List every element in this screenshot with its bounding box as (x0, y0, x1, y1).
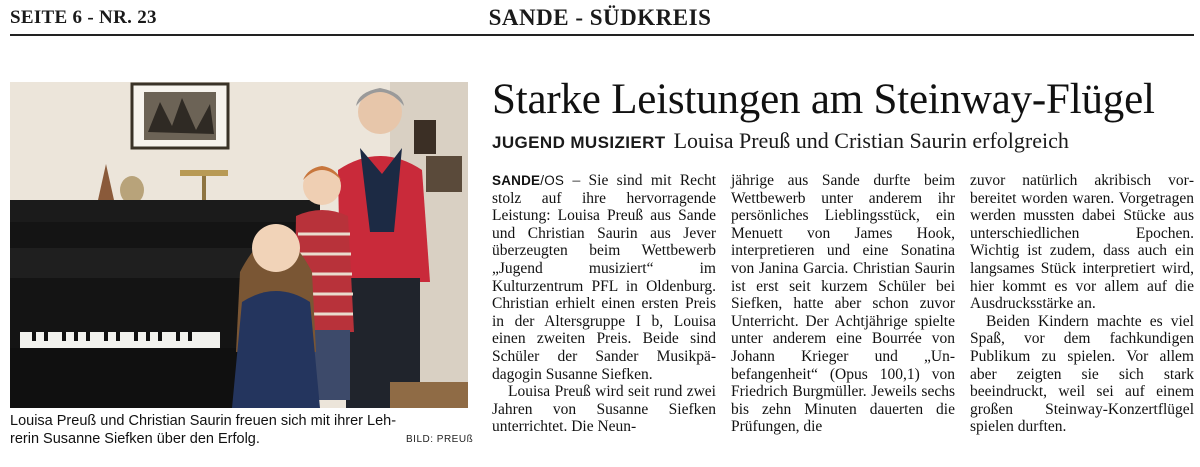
article-kicker: JUGEND MUSIZIERT (492, 133, 666, 152)
header-rule (10, 34, 1194, 36)
photo-caption (10, 412, 472, 448)
paragraph: jährige aus Sande durfte beim Wettbewerb unter anderem ihr persönliches Lieblingsstück, ein Menuett von James Hook, interpretieren und eine Sonatina von Janina Garcia. Christian Saurin ist erst seit kurzem Schüler bei Siefken, hatte aber schon zuvor Unterricht. Der Achtjährige spielte unter anderem eine Bourrée von Johann Krieger und „Unbefangenheit“ (Opus 100,1) von Friedrich Burgmüller. Jeweils sechs bis zehn Minuten dauerten die Prüfungen, die (731, 172, 955, 436)
dateline-agency: /OS (540, 173, 565, 188)
page-header (0, 0, 1200, 36)
dateline (492, 173, 564, 188)
photo-illustration (10, 82, 468, 408)
article-photo (10, 82, 468, 408)
dateline-place: SANDE (492, 173, 541, 188)
article-column-2 (731, 172, 955, 436)
article-column-3 (970, 172, 1194, 436)
kicker-line (492, 128, 1196, 154)
section-title: SANDE - SÜDKREIS (488, 5, 712, 30)
paragraph: zuvor natürlich akribisch vorbereitet worden waren. Vorgetragen werden mussten dabei Stücke aus unterschiedlichen Epochen. Wichtig ist zudem, dass auch ein langsames Stück interpretiert wird, hier kommt es vor allem auf die Ausdrucksstärke an. (970, 172, 1194, 313)
article-subhead: Louisa Preuß und Cristian Saurin erfolgreich (673, 128, 1069, 153)
caption-line-2: rerin Susanne Siefken über den Erfolg. (10, 431, 260, 447)
article-headline: Starke Leistungen am Steinway-Flügel (492, 76, 1155, 123)
article-column-1 (492, 172, 716, 436)
paragraph: Louisa Preuß wird seit rund zwei Jahren von Susanne Siefken unterrichtet. Die Neun- (492, 383, 716, 436)
paragraph-text: – Sie sind mit Recht stolz auf ihre hervorragende Leistung: Louisa Preuß aus Sande und Christian Saurin aus Jever überzeugten beim Wettbewerb „Jugend musiziert“ im Kulturzentrum PFL in Oldenburg. Christian erhielt einen ersten Preis in der Altersgruppe I b, Louisa einen zweiten Preis. Beide sind Schüler der Sander Musikpädagogin Susanne Siefken. (492, 172, 716, 383)
page-number: SEITE 6 - NR. 23 (10, 7, 157, 28)
paragraph: Beiden Kindern machte es viel Spaß, vor dem fachkundigen Publikum zu spielen. Vor allem aber zeigten sie sich stark beeindruckt, weil sei auf einem großen Steinway-Konzertflügel spielen durften. (970, 312, 1194, 436)
caption-line-1: Louisa Preuß und Christian Saurin freuen sich mit ihrer Leh- (10, 413, 397, 429)
photo-credit: BILD: PREUß (406, 434, 474, 445)
paragraph (492, 172, 716, 383)
